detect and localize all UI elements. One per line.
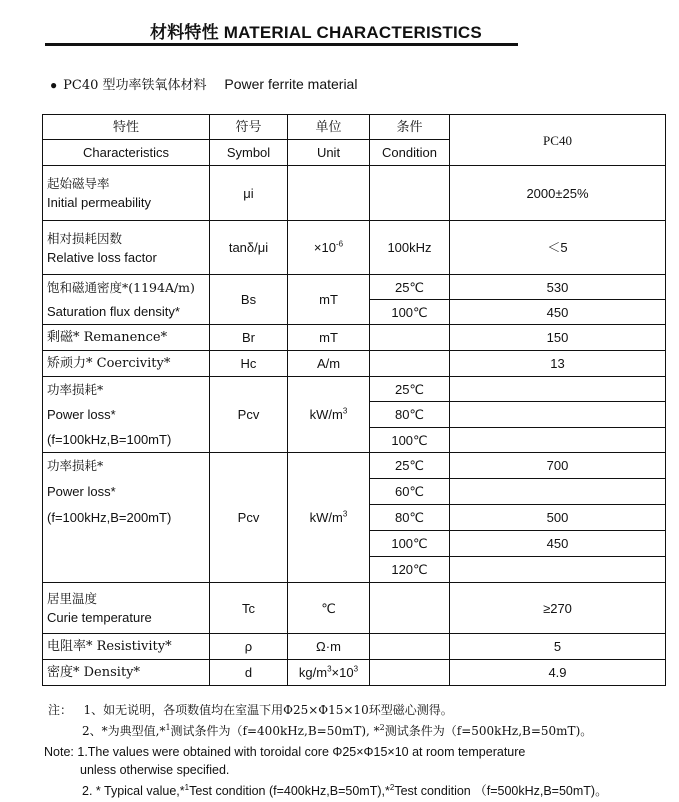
label-en: Power loss* (47, 484, 116, 499)
unit-base: kW/m (309, 407, 343, 422)
value-cell: 530 (450, 275, 666, 300)
header-condition-en: Condition (370, 140, 450, 166)
value-cell (450, 402, 666, 428)
condition-cell (370, 166, 450, 221)
note-cn-1-text: 1、如无说明，各项数值均在室温下用Φ25×Φ15×10环型磁心测得。 (83, 703, 453, 717)
unit-cell (288, 377, 370, 453)
symbol-cell: Bs (210, 275, 288, 325)
material-characteristics-table (42, 114, 666, 686)
label-condition: (f=100kHz,B=100mT) (47, 432, 172, 447)
note-cn-2-part-a: 2、*为典型值,* (82, 724, 166, 738)
note-en-1-text: 1.The values were obtained with toroidal core Φ25×Φ15×10 at room temperature (77, 745, 526, 759)
value-cell: 5 (450, 634, 666, 660)
unit-base: ×10 (313, 240, 336, 255)
label-cn: 相对损耗因数 (47, 230, 123, 246)
value-cell: 450 (450, 531, 666, 557)
label-cell: 电阻率* Resistivity* (43, 634, 210, 660)
table-row-loss-factor (43, 221, 666, 275)
condition-cell: 25℃ (370, 453, 450, 479)
table-row-remanence (43, 325, 666, 351)
value-cell: 2000±25% (450, 166, 666, 221)
header-characteristics-cn: 特性 (43, 115, 210, 140)
label-en: Power loss* (47, 407, 116, 422)
unit-exponent-2: 3 (353, 664, 359, 674)
label-en: Initial permeability (47, 195, 152, 210)
note-en-2-sup-1: 1 (184, 782, 190, 792)
bullet-icon: ● (50, 78, 58, 92)
unit-cell (288, 660, 370, 686)
header-condition-cn: 条件 (370, 115, 450, 140)
table-row-curie (43, 583, 666, 634)
symbol-cell: Pcv (210, 453, 288, 583)
note-cn-label: 注： (48, 703, 73, 717)
label-cell (43, 583, 210, 634)
condition-cell: 25℃ (370, 377, 450, 402)
unit-exponent: 3 (342, 509, 348, 519)
note-cn-1 (48, 700, 608, 721)
unit-exponent: 3 (342, 406, 348, 416)
symbol-cell: tanδ/μi (210, 221, 288, 275)
label-cn: 起始磁导率 (47, 176, 110, 191)
symbol-cell: Pcv (210, 377, 288, 453)
header-symbol-en: Symbol (210, 140, 288, 166)
table-row-pcv1-25 (43, 377, 666, 402)
unit-cell (288, 453, 370, 583)
table-row-coercivity (43, 351, 666, 377)
value-cell: 13 (450, 351, 666, 377)
note-cn-2 (48, 721, 608, 742)
symbol-cell: Tc (210, 583, 288, 634)
label-cell: 剩磁* Remanence* (43, 325, 210, 351)
condition-cell (370, 351, 450, 377)
unit-cell (288, 221, 370, 275)
label-cn: 饱和磁通密度*(1194A/m) (47, 280, 195, 295)
note-cn-2-sup-1: 1 (165, 723, 171, 732)
label-cell (43, 221, 210, 275)
table-row-pcv2-25 (43, 453, 666, 479)
note-en-1b: unless otherwise specified. (80, 763, 230, 777)
section-subtitle (50, 74, 357, 93)
value-cell: 150 (450, 325, 666, 351)
header-characteristics-en: Characteristics (43, 140, 210, 166)
unit-exponent: 3 (327, 664, 332, 674)
unit-base: kg/m (298, 665, 328, 680)
value-cell: 700 (450, 453, 666, 479)
note-en-label: Note: (44, 745, 74, 759)
unit-base: kW/m (309, 510, 343, 525)
label-cell (43, 453, 210, 583)
label-cn: 功率损耗* (47, 458, 104, 473)
value-cell (450, 428, 666, 453)
note-en-2-part-b: Test condition (f=400kHz,B=50mT),* (189, 784, 390, 798)
value-cell: 500 (450, 505, 666, 531)
table-row-density (43, 660, 666, 686)
note-cn-2-sup-2: 2 (379, 723, 385, 732)
note-en-2-part-a: 2. * Typical value,* (82, 784, 185, 798)
subtitle-en: Power ferrite material (224, 76, 358, 92)
label-condition: (f=100kHz,B=200mT) (47, 510, 172, 525)
label-cell (43, 377, 210, 453)
value-cell: ＜5 (450, 221, 666, 275)
unit-exponent: -6 (335, 239, 344, 249)
title-underline (45, 43, 518, 46)
label-cn: 功率损耗* (47, 382, 104, 397)
table-row-bs-25 (43, 275, 666, 300)
table-row-resistivity (43, 634, 666, 660)
condition-cell: 100kHz (370, 221, 450, 275)
note-cn-2-part-c: 测试条件为（f=500kHz,B=50mT)。 (384, 724, 593, 738)
value-cell: 4.9 (450, 660, 666, 686)
unit-cell: ℃ (288, 583, 370, 634)
header-unit-en: Unit (288, 140, 370, 166)
condition-cell: 25℃ (370, 275, 450, 300)
condition-cell: 120℃ (370, 557, 450, 583)
table-row-permeability (43, 166, 666, 221)
symbol-cell: Br (210, 325, 288, 351)
header-unit-cn: 单位 (288, 115, 370, 140)
label-cell (43, 275, 210, 325)
condition-cell (370, 660, 450, 686)
grade-title: PC40 (450, 115, 666, 166)
note-en-2-part-c: Test condition （f=500kHz,B=50mT)。 (394, 784, 608, 798)
condition-cell (370, 634, 450, 660)
unit-cell: mT (288, 275, 370, 325)
condition-cell (370, 325, 450, 351)
page-title: 材料特性 MATERIAL CHARACTERISTICS (150, 23, 482, 42)
label-cell: 矫顽力* Coercivity* (43, 351, 210, 377)
condition-cell: 100℃ (370, 531, 450, 557)
condition-cell: 80℃ (370, 505, 450, 531)
value-cell: ≥270 (450, 583, 666, 634)
symbol-cell: μi (210, 166, 288, 221)
symbol-cell: d (210, 660, 288, 686)
header-symbol-cn: 符号 (210, 115, 288, 140)
notes-section (44, 700, 608, 802)
table-header-row-cn (43, 115, 666, 140)
value-cell (450, 377, 666, 402)
label-cn: 居里温度 (47, 591, 98, 606)
label-en: Curie temperature (47, 610, 152, 625)
condition-cell: 80℃ (370, 402, 450, 428)
note-cn-2-part-b: 测试条件为（f=400kHz,B=50mT), * (170, 724, 380, 738)
unit-tail: ×10 (331, 665, 354, 680)
label-cell (43, 166, 210, 221)
value-cell (450, 479, 666, 505)
condition-cell: 100℃ (370, 300, 450, 325)
unit-cell: A/m (288, 351, 370, 377)
subtitle-cn: PC40 型功率铁氧体材料 (63, 78, 207, 93)
note-en-2 (48, 781, 608, 802)
value-cell (450, 557, 666, 583)
condition-cell (370, 583, 450, 634)
note-en-2-sup-2: 2 (389, 782, 395, 792)
condition-cell: 60℃ (370, 479, 450, 505)
unit-cell (288, 166, 370, 221)
symbol-cell: ρ (210, 634, 288, 660)
label-en: Relative loss factor (47, 249, 157, 265)
value-cell: 450 (450, 300, 666, 325)
label-en: Saturation flux density* (47, 304, 180, 319)
label-cell: 密度* Density* (43, 660, 210, 686)
unit-cell: mT (288, 325, 370, 351)
symbol-cell: Hc (210, 351, 288, 377)
unit-cell: Ω·m (288, 634, 370, 660)
condition-cell: 100℃ (370, 428, 450, 453)
